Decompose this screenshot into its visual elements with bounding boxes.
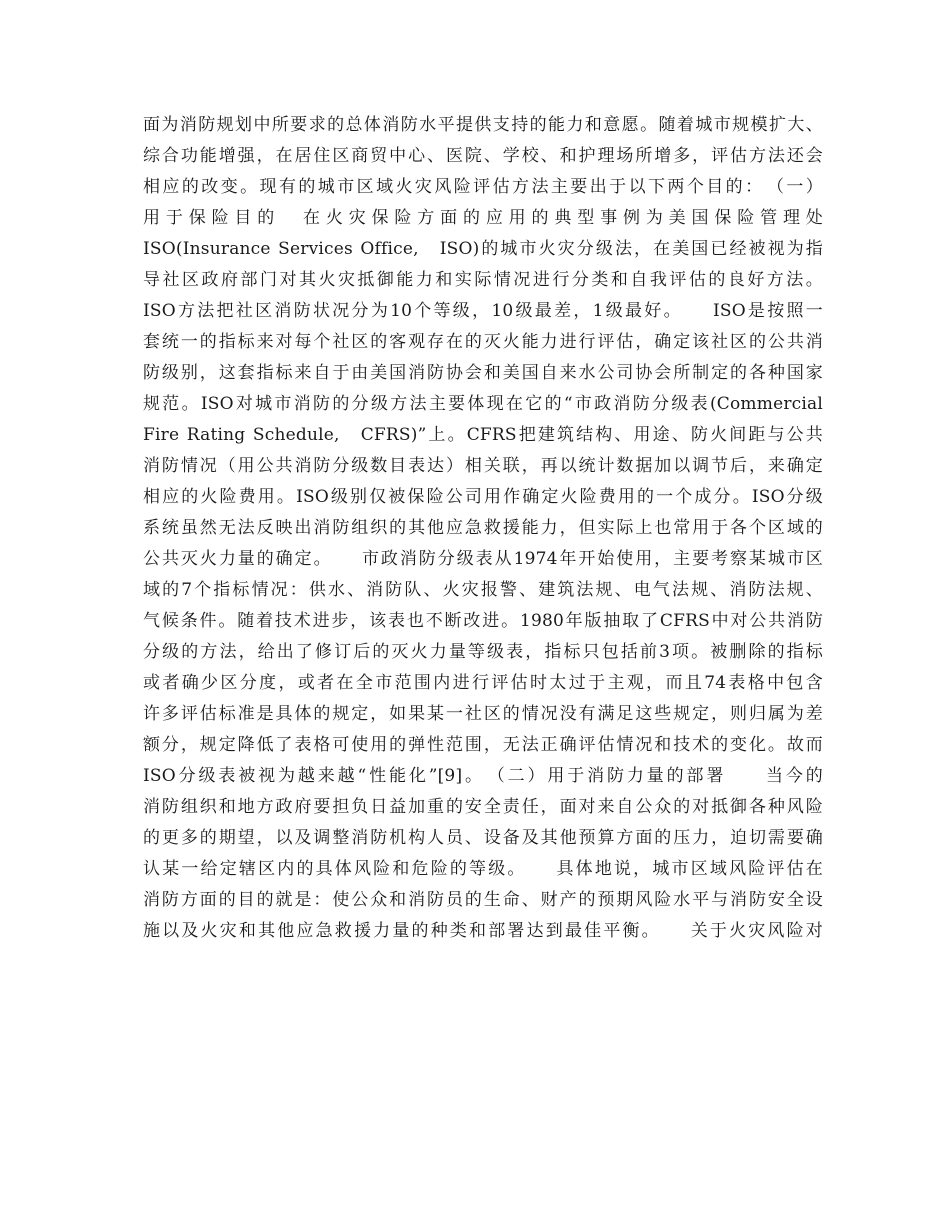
text-line: ISO分级表被视为越来越“性能化”[9]。 （二）用于消防力量的部署 当今的 <box>143 766 823 786</box>
text-line: 或者确少区分度，或者在全市范围内进行评估时太过于主观，而且74表格中包含 <box>143 673 823 693</box>
text-line: 的更多的期望，以及调整消防机构人员、设备及其他预算方面的压力，迫切需要确 <box>143 828 823 848</box>
text-line: 气候条件。随着技术进步，该表也不断改进。1980年版抽取了CFRS中对公共消防 <box>143 611 823 631</box>
body-text <box>143 110 823 947</box>
text-line: 套统一的指标来对每个社区的客观存在的灭火能力进行评估，确定该社区的公共消 <box>143 332 823 352</box>
text-line: 导社区政府部门对其火灾抵御能力和实际情况进行分类和自我评估的良好方法。 <box>143 270 823 290</box>
text-line: 公共灭火力量的确定。 市政消防分级表从1974年开始使用，主要考察某城市区 <box>143 549 823 569</box>
text-line: 规范。ISO对城市消防的分级方法主要体现在它的“市政消防分级表(Commercial <box>143 394 823 414</box>
text-line: Fire Rating Schedule, CFRS)”上。CFRS把建筑结构、用途、防火间距与公共 <box>143 425 823 445</box>
text-line: 系统虽然无法反映出消防组织的其他应急救援能力，但实际上也常用于各个区域的 <box>143 518 823 538</box>
text-line: 防级别，这套指标来自于由美国消防协会和美国自来水公司协会所制定的各种国家 <box>143 363 823 383</box>
text-line: 面为消防规划中所要求的总体消防水平提供支持的能力和意愿。随着城市规模扩大、 <box>143 115 823 135</box>
text-line: 用于保险目的 在火灾保险方面的应用的典型事例为美国保险管理处 <box>143 208 823 228</box>
text-line: 相应的火险费用。ISO级别仅被保险公司用作确定火险费用的一个成分。ISO分级 <box>143 487 823 507</box>
text-line: 许多评估标准是具体的规定，如果某一社区的情况没有满足这些规定，则归属为差 <box>143 704 823 724</box>
text-line: 认某一给定辖区内的具体风险和危险的等级。 具体地说，城市区域风险评估在 <box>143 859 823 879</box>
text-line: 综合功能增强，在居住区商贸中心、医院、学校、和护理场所增多，评估方法还会 <box>143 146 823 166</box>
text-line: 消防组织和地方政府要担负日益加重的安全责任，面对来自公众的对抵御各种风险 <box>143 797 823 817</box>
text-line: 相应的改变。现有的城市区域火灾风险评估方法主要出于以下两个目的： （一） <box>143 177 823 197</box>
text-line: 施以及火灾和其他应急救援力量的种类和部署达到最佳平衡。 关于火灾风险对 <box>143 921 823 941</box>
text-line: 额分，规定降低了表格可使用的弹性范围，无法正确评估情况和技术的变化。故而 <box>143 735 823 755</box>
text-line: 消防情况（用公共消防分级数目表达）相关联，再以统计数据加以调节后，来确定 <box>143 456 823 476</box>
text-line: 分级的方法，给出了修订后的灭火力量等级表，指标只包括前3项。被删除的指标 <box>143 642 823 662</box>
text-line: ISO(Insurance Services Office, ISO)的城市火灾分级法，在美国已经被视为指 <box>143 239 823 259</box>
text-line: 消防方面的目的就是：使公众和消防员的生命、财产的预期风险水平与消防安全设 <box>143 890 823 910</box>
text-line: 域的7个指标情况：供水、消防队、火灾报警、建筑法规、电气法规、消防法规、 <box>143 580 823 600</box>
text-line: ISO方法把社区消防状况分为10个等级，10级最差，1级最好。 ISO是按照一 <box>143 301 823 321</box>
